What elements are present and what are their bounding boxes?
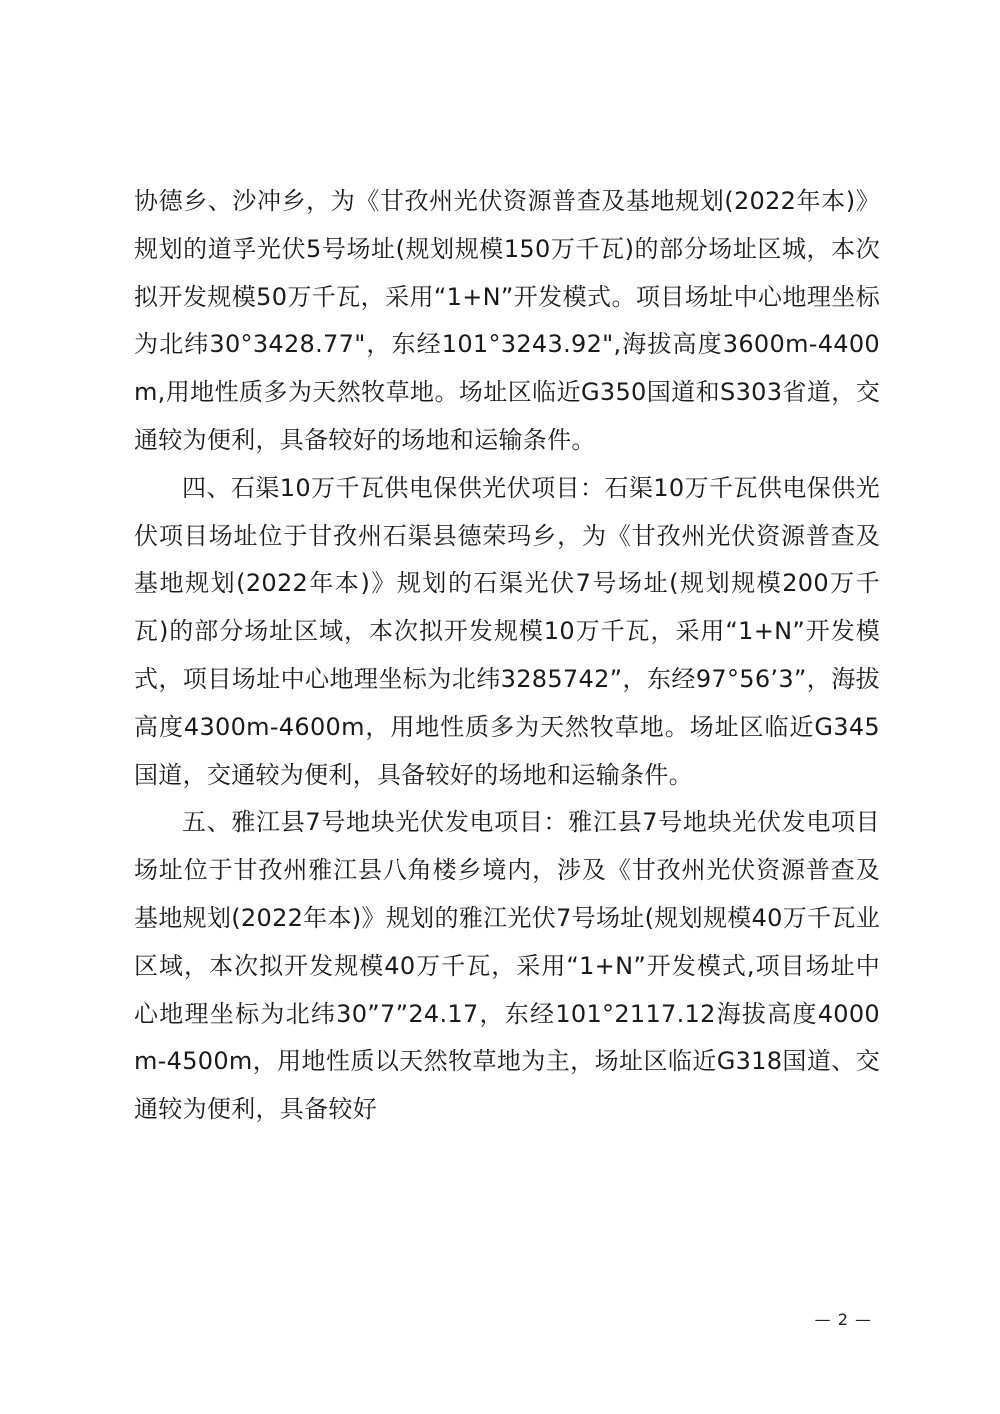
paragraph-item-five: 五、雅江县7号地块光伏发电项目：雅江县7号地块光伏发电项目场址位于甘孜州雅江县八角楼乡境内，涉及《甘孜州光伏资源普查及基地规划(2022年本)》规划的雅江光伏7号场址(规划规模40万千瓦业区域，本次拟开发规模40万千瓦，采用“1+N”开发模式,项目场址中心地理坐标为北纬30”7”24.17，东经101°2117.12海拔高度4000m-4500m，用地性质以天然牧草地为主，场址区临近G318国道、交通较为便利，具备较好 xyxy=(134,808,880,1124)
page-number: — 2 — xyxy=(814,1310,872,1329)
paragraph-item-four: 四、石渠10万千瓦供电保供光伏项目：石渠10万千瓦供电保供光伏项目场址位于甘孜州石渠县德荣玛乡，为《甘孜州光伏资源普查及基地规划(2022年本)》规划的石渠光伏7号场址(规划规模200万千瓦)的部分场址区域，本次拟开发规模10万千瓦，采用“1+N”开发模式，项目场址中心地理坐标为北纬3285742”，东经97°56’3”，海拔高度4300m-4600m，用地性质多为天然牧草地。场址区临近G345国道，交通较为便利，具备较好的场地和运输条件。 xyxy=(134,473,880,789)
paragraph-continuation: 协德乡、沙冲乡，为《甘孜州光伏资源普查及基地规划(2022年本)》规划的道孚光伏5号场址(规划规模150万千瓦)的部分场址区城，本次拟开发规模50万千瓦，采用“1+N”开发模式。项目场址中心地理坐标为北纬30°3428.77"，东经101°3243.92",海拔高度3600m-4400m,用地性质多为天然牧草地。场址区临近G350国道和S303省道，交通较为便利，具备较好的场地和运输条件。 xyxy=(134,187,880,454)
document-body xyxy=(134,178,880,1134)
